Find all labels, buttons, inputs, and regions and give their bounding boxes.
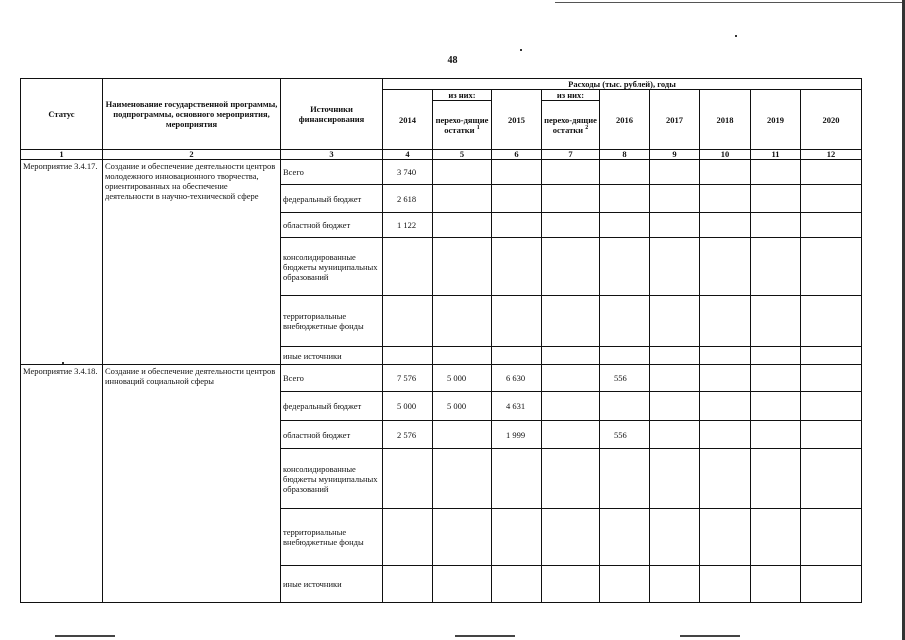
amount-cell — [751, 365, 801, 392]
amount-cell — [492, 566, 542, 603]
amount-cell: 4 631 — [492, 392, 542, 421]
amount-cell — [751, 392, 801, 421]
amount-cell — [433, 185, 492, 213]
amount-cell — [650, 566, 700, 603]
table-row — [21, 365, 862, 392]
amount-cell — [383, 347, 433, 365]
amount-cell — [751, 238, 801, 296]
amount-cell — [600, 509, 650, 566]
header-of-them: из них: — [542, 90, 600, 101]
amount-cell — [542, 160, 600, 185]
amount-cell — [492, 160, 542, 185]
footnote-mark: 2 — [585, 125, 589, 132]
column-number: 1 — [21, 150, 103, 160]
table-body — [21, 160, 862, 603]
funding-source: территориальные внебюджетные фонды — [281, 296, 383, 347]
amount-cell — [650, 392, 700, 421]
amount-cell — [383, 509, 433, 566]
scan-top-line — [555, 2, 905, 3]
amount-cell — [492, 185, 542, 213]
amount-cell — [600, 566, 650, 603]
amount-cell — [700, 296, 751, 347]
header-of-them: из них: — [433, 90, 492, 101]
amount-cell — [700, 160, 751, 185]
funding-source: консолидированные бюджеты муниципальных образований — [281, 238, 383, 296]
scan-bottom-mark — [455, 635, 515, 637]
amount-cell — [650, 449, 700, 509]
amount-cell — [492, 509, 542, 566]
amount-cell — [700, 449, 751, 509]
amount-cell — [542, 365, 600, 392]
amount-cell — [542, 566, 600, 603]
amount-cell — [700, 185, 751, 213]
header-year-2017: 2017 — [650, 90, 700, 150]
amount-cell — [542, 238, 600, 296]
amount-cell — [751, 566, 801, 603]
amount-cell — [600, 449, 650, 509]
amount-cell — [433, 449, 492, 509]
amount-cell — [650, 185, 700, 213]
amount-cell — [700, 238, 751, 296]
amount-cell — [650, 160, 700, 185]
amount-cell — [433, 421, 492, 449]
column-number: 5 — [433, 150, 492, 160]
amount-cell — [433, 566, 492, 603]
amount-cell — [751, 449, 801, 509]
amount-cell — [492, 449, 542, 509]
page-number: 48 — [447, 55, 458, 66]
amount-cell — [600, 392, 650, 421]
amount-cell — [751, 160, 801, 185]
amount-cell — [542, 392, 600, 421]
amount-cell: 1 122 — [383, 213, 433, 238]
amount-cell: 3 740 — [383, 160, 433, 185]
amount-cell: 556 — [600, 365, 650, 392]
measure-name: Создание и обеспечение деятельности центров инноваций социальной сферы — [103, 365, 281, 603]
amount-cell: 6 630 — [492, 365, 542, 392]
scan-speck — [520, 49, 522, 51]
amount-cell — [600, 213, 650, 238]
amount-cell: 1 999 — [492, 421, 542, 449]
amount-cell — [700, 421, 751, 449]
amount-cell — [433, 347, 492, 365]
scan-bottom-mark — [55, 635, 115, 637]
column-number: 11 — [751, 150, 801, 160]
amount-cell — [801, 185, 862, 213]
column-number: 3 — [281, 150, 383, 160]
funding-source: Всего — [281, 160, 383, 185]
amount-cell — [801, 160, 862, 185]
measure-name: Создание и обеспечение деятельности центров молодежного инновационного творчества, ориентированных на обеспечение деятельности в научно-технической сфере — [103, 160, 281, 365]
header-source: Источники финансирования — [281, 79, 383, 150]
amount-cell — [801, 238, 862, 296]
amount-cell — [801, 421, 862, 449]
header-year-2016: 2016 — [600, 90, 650, 150]
amount-cell — [600, 347, 650, 365]
amount-cell — [751, 296, 801, 347]
column-number: 10 — [700, 150, 751, 160]
funding-source: Всего — [281, 365, 383, 392]
table-row — [21, 160, 862, 185]
amount-cell — [700, 566, 751, 603]
amount-cell — [801, 392, 862, 421]
amount-cell — [700, 365, 751, 392]
amount-cell — [650, 213, 700, 238]
header-status: Статус — [21, 79, 103, 150]
funding-source: иные источники — [281, 566, 383, 603]
amount-cell — [542, 509, 600, 566]
amount-cell: 5 000 — [383, 392, 433, 421]
amount-cell — [600, 238, 650, 296]
amount-cell — [801, 365, 862, 392]
column-number: 12 — [801, 150, 862, 160]
amount-cell: 7 576 — [383, 365, 433, 392]
column-number: 9 — [650, 150, 700, 160]
amount-cell — [492, 238, 542, 296]
amount-cell — [801, 509, 862, 566]
amount-cell — [751, 509, 801, 566]
funding-source: областной бюджет — [281, 421, 383, 449]
amount-cell — [600, 296, 650, 347]
footnote-mark: 1 — [476, 125, 480, 132]
amount-cell — [383, 566, 433, 603]
amount-cell — [700, 509, 751, 566]
header-carryover-1 — [433, 101, 492, 150]
amount-cell — [700, 347, 751, 365]
amount-cell — [751, 213, 801, 238]
amount-cell — [650, 421, 700, 449]
measure-status: Мероприятие 3.4.17. — [21, 160, 103, 365]
column-number: 7 — [542, 150, 600, 160]
amount-cell — [801, 449, 862, 509]
column-number: 2 — [103, 150, 281, 160]
amount-cell — [492, 213, 542, 238]
amount-cell — [650, 296, 700, 347]
amount-cell — [801, 296, 862, 347]
funding-source: территориальные внебюджетные фонды — [281, 509, 383, 566]
amount-cell — [751, 347, 801, 365]
header-carryover-2 — [542, 101, 600, 150]
column-number: 4 — [383, 150, 433, 160]
funding-source: федеральный бюджет — [281, 185, 383, 213]
amount-cell — [600, 160, 650, 185]
measure-status: Мероприятие 3.4.18. — [21, 365, 103, 603]
amount-cell — [801, 347, 862, 365]
amount-cell — [700, 392, 751, 421]
column-number: 8 — [600, 150, 650, 160]
amount-cell — [383, 296, 433, 347]
amount-cell — [383, 238, 433, 296]
header-year-2015: 2015 — [492, 90, 542, 150]
amount-cell — [650, 509, 700, 566]
amount-cell — [801, 566, 862, 603]
amount-cell: 5 000 — [433, 392, 492, 421]
amount-cell — [542, 347, 600, 365]
carryover-label: перехо-дящие остатки — [544, 115, 597, 135]
amount-cell: 556 — [600, 421, 650, 449]
amount-cell — [542, 421, 600, 449]
scan-bottom-mark — [680, 635, 740, 637]
amount-cell — [801, 213, 862, 238]
header-year-2018: 2018 — [700, 90, 751, 150]
amount-cell — [433, 160, 492, 185]
header-year-2014: 2014 — [383, 90, 433, 150]
expenses-table — [20, 78, 862, 603]
header-expenses: Расходы (тыс. рублей), годы — [383, 79, 862, 90]
amount-cell — [650, 238, 700, 296]
header-year-2020: 2020 — [801, 90, 862, 150]
funding-source: консолидированные бюджеты муниципальных образований — [281, 449, 383, 509]
carryover-label: перехо-дящие остатки — [435, 115, 489, 135]
amount-cell — [650, 365, 700, 392]
amount-cell — [542, 296, 600, 347]
amount-cell — [650, 347, 700, 365]
column-number: 6 — [492, 150, 542, 160]
amount-cell: 2 618 — [383, 185, 433, 213]
amount-cell — [492, 347, 542, 365]
amount-cell — [751, 421, 801, 449]
header-name: Наименование государственной программы, подпрограммы, основного мероприятия, мероприятия — [103, 79, 281, 150]
header-year-2019: 2019 — [751, 90, 801, 150]
funding-source: федеральный бюджет — [281, 392, 383, 421]
funding-source: областной бюджет — [281, 213, 383, 238]
amount-cell — [383, 449, 433, 509]
amount-cell — [751, 185, 801, 213]
funding-source: иные источники — [281, 347, 383, 365]
amount-cell — [542, 449, 600, 509]
amount-cell: 2 576 — [383, 421, 433, 449]
amount-cell: 5 000 — [433, 365, 492, 392]
amount-cell — [700, 213, 751, 238]
amount-cell — [433, 509, 492, 566]
amount-cell — [542, 185, 600, 213]
amount-cell — [492, 296, 542, 347]
scan-speck — [735, 35, 737, 37]
amount-cell — [433, 296, 492, 347]
amount-cell — [600, 185, 650, 213]
column-numbers-row — [21, 150, 862, 160]
amount-cell — [542, 213, 600, 238]
amount-cell — [433, 238, 492, 296]
amount-cell — [433, 213, 492, 238]
